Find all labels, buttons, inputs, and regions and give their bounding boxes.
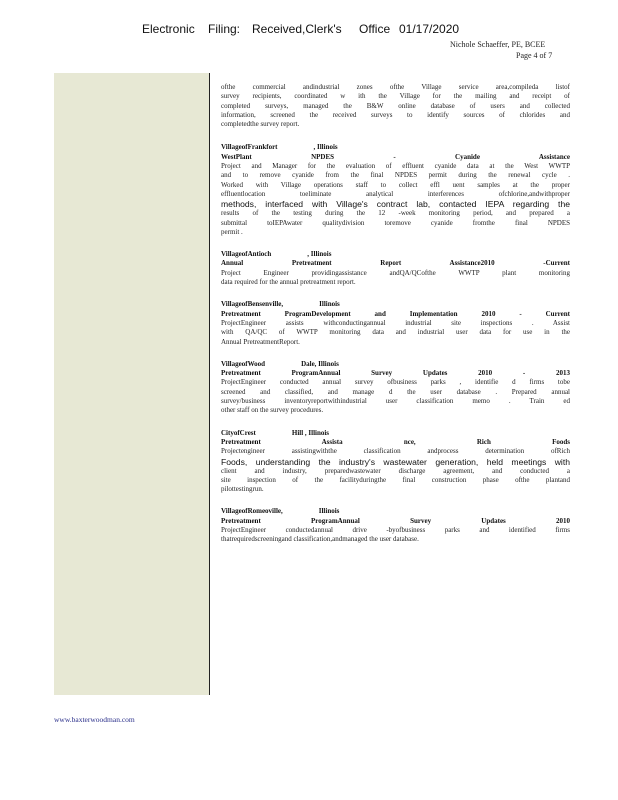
project-list [221, 143, 570, 544]
client-location: Hill , Illinois [291, 428, 330, 437]
project-entry [221, 143, 570, 237]
sidebar-panel [54, 73, 209, 695]
project-title: Pretreatment ProgramAnnual Survey Updates 2010 [221, 516, 570, 525]
project-description-line: client and industry, preparedwastewater discharge agreement, and conducted a [221, 466, 570, 475]
project-entry [221, 360, 570, 416]
project-description-line: with QA/QC of WWTP monitoring data and industrial user data for use in the [221, 328, 570, 337]
project-title: WestPlant NPDES - Cyanide Assistance [221, 152, 570, 161]
intro-line: completedthe survey report. [221, 120, 300, 129]
client-name: CityofCrest [221, 428, 256, 437]
header-date: 01/17/2020 [399, 22, 460, 36]
intro-line: completed surveys, managed the B&W online database of users and collected [221, 101, 570, 110]
project-description-line: Project Engineer providingassistance andQA/QCofthe WWTP plant monitoring [221, 268, 570, 277]
client-name: VillageofAntioch [221, 250, 272, 259]
client-name: VillageofRomeoville, [221, 507, 283, 516]
project-description-line: site inspection of the facilityduringthe final construction phase ofthe plantand [221, 475, 570, 484]
project-description-line: ProjectEngineer conductedannual drive -byofbusiness parks and identified firms [221, 525, 570, 534]
project-description-line: survey/business inventoryreportwithindustrial user classification memo . Train ed [221, 397, 570, 406]
project-client [221, 300, 570, 309]
project-client [221, 429, 570, 438]
project-description-line: methods, interfaced with Village's contract lab, contacted IEPA regarding the [221, 199, 570, 210]
project-client [221, 507, 570, 516]
project-description-line: effluentlocation toeliminate analytical interferences ofchlorine,andwithproper [221, 189, 570, 198]
client-location: Illinois [319, 300, 340, 309]
client-location: Illinois [318, 507, 340, 516]
project-title: Pretreatment ProgramDevelopment and Implementation 2010 - Current [221, 309, 570, 318]
project-description-line: results of the testing during the 12 -week monitoring period, and prepared a [221, 209, 570, 218]
project-description-line: pilottestingrun. [221, 485, 264, 494]
document-content [221, 83, 570, 545]
project-description-line: other staff on the survey procedures. [221, 406, 324, 415]
client-name: VillageofBensenville, [221, 300, 284, 309]
project-description-line: data required for the annual pretreatment report. [221, 278, 356, 287]
intro-paragraph [221, 83, 570, 129]
project-description-line: Foods, understanding the industry's wastewater generation, held meetings with [221, 456, 570, 467]
project-client [221, 360, 570, 369]
project-description-line: Annual PretreatmentReport. [221, 337, 300, 346]
project-description-line: ProjectEngineer assists withconductingannual industrial site inspections . Assist [221, 318, 570, 327]
client-location: , Illinois [313, 143, 338, 152]
project-description-line: Worked with Village operations staff to collect effl uent samples at the proper [221, 180, 570, 189]
project-entry [221, 507, 570, 544]
project-description-line: and to remove cyanide from the final NPDES permit during the renewal cycle . [221, 171, 570, 180]
project-entry [221, 300, 570, 346]
project-description-line: Project and Manager for the evaluation of effluent cyanide data at the West WWTP [221, 162, 570, 171]
project-client [221, 143, 570, 152]
client-location: Dale, Illinois [301, 359, 339, 368]
project-title: Pretreatment ProgramAnnual Survey Updates 2010 - 2013 [221, 369, 570, 378]
intro-line: information, screened the received surveys to identify sources of chlorides and [221, 110, 570, 119]
project-entry [221, 429, 570, 495]
intro-line: ofthe commercial andindustrial zones ofthe Village service area,compileda listof [221, 83, 570, 91]
project-title: Annual Pretreatment Report Assistance2010 -Current [221, 259, 570, 268]
content-divider [209, 73, 210, 695]
header-received: Received,Clerk's [252, 22, 342, 36]
intro-line: survey recipients, coordinated w ith the Village for the mailing and receipt of [221, 92, 570, 101]
footer-url: www.baxterwoodman.com [54, 715, 135, 724]
client-name: VillageofFrankfort [221, 143, 278, 152]
project-description-line: permit . [221, 227, 243, 236]
project-description-line: screened and classified, and manage d the user database . Prepared annual [221, 387, 570, 396]
header-office: Office [359, 22, 391, 36]
project-entry [221, 250, 570, 287]
project-description-line: ProjectEngineer conducted annual survey ofbusiness parks , identifie d firms tobe [221, 378, 570, 387]
project-client [221, 250, 570, 259]
author-line: Nichole Schaeffer, PE, BCEE [450, 40, 546, 49]
client-location: , Illinois [307, 250, 332, 259]
project-title: Pretreatment Assista nce, Rich Foods [221, 437, 570, 446]
project-description-line: submittal toIEPAwater qualitydivision toremove cyanide fromthe final NPDES [221, 218, 570, 227]
header-electronic: Electronic [142, 22, 195, 36]
header-filing: Filing: [208, 22, 241, 36]
project-description-line: thatrequiredscreeningand classification,andmanaged the user database. [221, 535, 419, 544]
project-description-line: Projectengineer assistingwiththe classification andprocess determination ofRich [221, 447, 570, 456]
page-indicator: Page 4 of 7 [516, 51, 553, 60]
client-name: VillageofWood [221, 359, 266, 368]
